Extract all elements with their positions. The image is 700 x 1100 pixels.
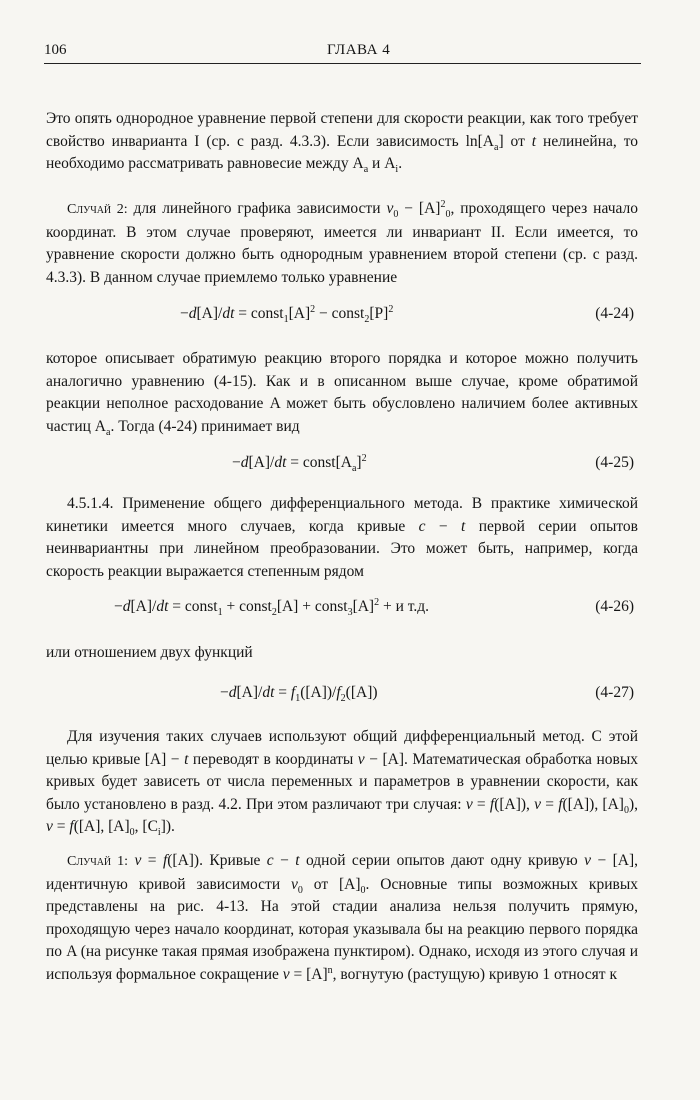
paragraph-5-text: или отношением двух функций: [46, 644, 253, 661]
paragraph-4: [46, 493, 638, 583]
equation-4-27: [46, 680, 638, 706]
paragraph-6-text: Для изучения таких случаев используют общий дифференциальный метод. С этой целью кривые [A] − t переводят в координаты v − [A]. Математическая обработка новых кривых будет зависеть от числа переменных и параметров в уравнении скорости, как было установлено в разд. 4.2. При этом различают три случая: v = f([A]), v = f([A]), $[A]_0$), v = f([A], $[A]_0$, $[C_i]$).: [46, 728, 638, 839]
equation-4-27-formula: $-d[A]/dt = f_1([A])/f_2([A])$: [220, 684, 378, 705]
case-label: Случай 1:: [67, 854, 129, 869]
page-number: 106: [44, 42, 67, 58]
equation-4-24: [46, 301, 638, 327]
header-rule: [44, 63, 641, 64]
chapter-title: ГЛАВА 4: [327, 42, 391, 58]
paragraph-5: [46, 642, 638, 665]
case-label: Случай 2:: [67, 202, 128, 217]
page-header: [44, 42, 641, 64]
equation-4-26: [46, 594, 638, 620]
equation-4-26-number: (4-26): [595, 598, 634, 615]
equation-4-25-formula: $-d[A]/dt = const[A_a]^2$: [232, 452, 367, 475]
paragraph-4-text: 4.5.1.4. Применение общего дифференциального метода. В практике химической кинетики имеется много случаев, когда кривые c − t первой серии опытов неинвариантны при линейном преобразовании. Это может быть, например, когда скорость реакции выражается степенным рядом: [46, 495, 638, 580]
equation-4-25-number: (4-25): [595, 454, 634, 471]
equation-4-27-number: (4-27): [595, 684, 634, 701]
equation-4-25: [46, 450, 638, 476]
equation-4-24-number: (4-24): [595, 305, 634, 322]
paragraph-3-text: которое описывает обратимую реакцию второго порядка и которое можно получить аналогично уравнению (4-15). Как и в описанном выше случае, кроме обратимой реакции неполное расходование A может быть обусловлено наличием более активных частиц $A_a$. Тогда (4-24) принимает вид: [46, 350, 638, 438]
paragraph-7: [46, 850, 638, 987]
paragraph-7-text: Случай 1: v = f([A]). Кривые c − t одной серии опытов дают одну кривую v − [A], идентичную кривой зависимости $v_0$ от $[A]_0$. Основные типы возможных кривых представлены на рис. 4-13. На этой стадии анализа нельзя получить прямую, проходящую через начало координат, которая указывала бы на реакцию первого порядка по A (на рисунке такая прямая изображена пунктиром). Однако, исходя из этого случая и используя формальное сокращение $v = [A]^n$, вогнутую (растущую) кривую 1 относят к: [46, 852, 638, 983]
paragraph-1: [46, 108, 638, 176]
equation-4-24-formula: $-d[A]/dt = const_1[A]^2$ − $const_2[P]^2$: [180, 303, 394, 326]
paragraph-1-text: Это опять однородное уравнение первой степени для скорости реакции, как того требует свойство инварианта I (ср. с разд. 4.3.3). Если зависимость $\ln[A_a]$ от t нелинейна, то необходимо рассматривать равновесие между $A_a$ и $A_i$.: [46, 110, 639, 176]
equation-4-26-formula: −d[A]/dt = const$_1$ + const$_2$[A] + $const_3[A]^2 + и$ т.д.: [114, 596, 429, 619]
paragraph-2-text: Случай 2: для линейного графика зависимости $v_0 - [A]^2_0$, проходящего через начало координат. В этом случае проверяют, имеется ли инвариант II. Если имеется, то уравнение скорости должно быть однородным уравнением второй степени (ср. с разд. 4.3.3). В данном случае приемлемо только уравнение: [46, 198, 638, 286]
paragraph-6: [46, 726, 638, 839]
paragraph-3: [46, 348, 638, 438]
paragraph-2: [46, 198, 638, 289]
